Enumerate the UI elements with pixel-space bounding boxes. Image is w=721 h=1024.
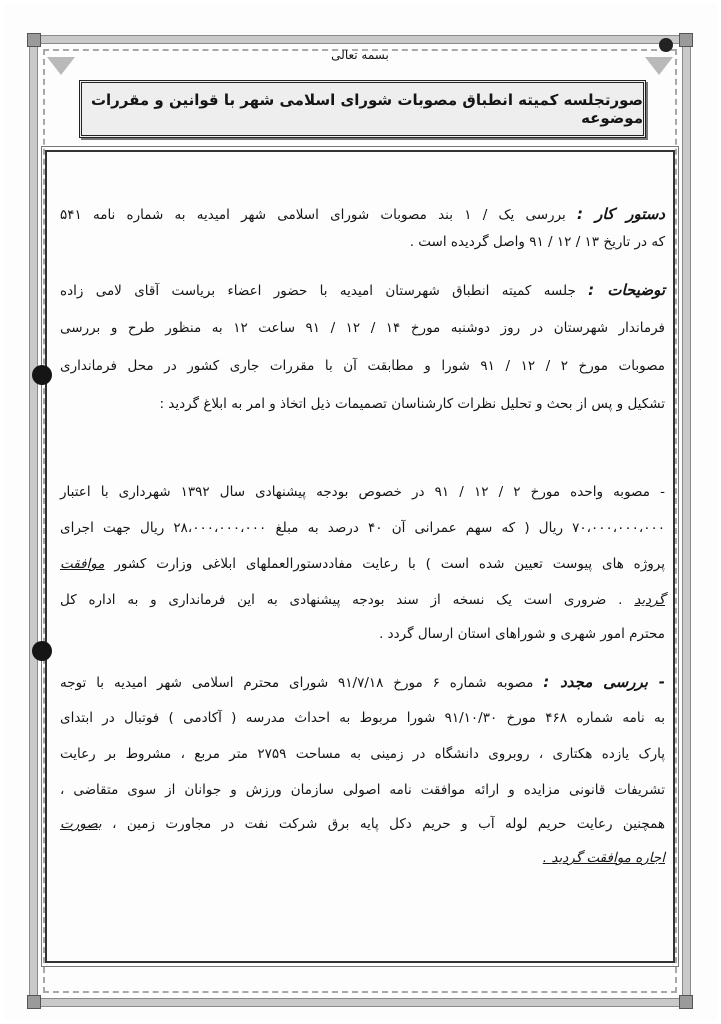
- corner-mark-icon: [659, 38, 673, 52]
- item2-underlined: بصورت: [60, 816, 102, 832]
- explanation-line: تشکیل و پس از بحث و تحلیل نظرات کارشناسان تصمیمات ذیل اتخاذ و امر به ابلاغ گردید :: [159, 396, 665, 412]
- item2-label: - بررسی مجدد :: [543, 673, 665, 691]
- item1-text: . ضروری است یک نسخه از سند بودجه پیشنهادی به این فرمانداری و به اداره کل: [60, 592, 623, 608]
- explanation-text: جلسه کمیته انطباق شهرستان امیدیه با حضور اعضاء بریاست آقای لامی زاده: [60, 283, 576, 299]
- explanation-line: [60, 280, 665, 301]
- item2-line: تشریفات قانونی مزایده و ارائه موافقت نامه اصولی سازمان ورزش و جوانان از سوی متقاضی ،: [60, 782, 665, 798]
- item2-text: همچنین رعایت حریم لوله آب و حریم دکل پایه برق شرکت نفت در مجاورت زمین ،: [112, 816, 665, 832]
- punch-hole: [32, 641, 52, 661]
- explanation-line: مصوبات مورخ ۲ / ۱۲ / ۹۱ شورا و مطابقت آن با مقررات جاری کشور در محل فرمانداری: [60, 358, 666, 374]
- item2-underlined: اجاره موافقت گردید .: [542, 850, 665, 866]
- item1-underlined: موافقت: [60, 556, 105, 572]
- item1-underlined: گردید: [634, 592, 665, 608]
- item2-line: [60, 848, 665, 868]
- corner-ornament: [679, 995, 693, 1009]
- punch-hole: [32, 365, 52, 385]
- item1-line: [60, 554, 665, 574]
- item2-line: به نامه شماره ۴۶۸ مورخ ۹۱/۱۰/۳۰ شورا مربوط به احداث مدرسه ( آکادمی ) فوتبال در ابتدای: [60, 710, 666, 726]
- item1-line: - مصوبه واحده مورخ ۲ / ۱۲ / ۹۱ در خصوص بودجه پیشنهادی سال ۱۳۹۲ شهرداری با اعتبار: [60, 484, 665, 500]
- corner-ornament: [27, 995, 41, 1009]
- item2-line: [60, 814, 665, 834]
- corner-ornament: [27, 33, 41, 47]
- item2-text: مصوبه شماره ۶ مورخ ۹۱/۷/۱۸ شورای محترم اسلامی شهر امیدیه با توجه: [60, 675, 534, 691]
- item1-line: محترم امور شهری و شوراهای استان ارسال گردد .: [379, 626, 665, 642]
- explanation-line: فرماندار شهرستان در روز دوشنبه مورخ ۱۴ / ۱۲ / ۹۱ ساعت ۱۲ به منظور طرح و بررسی: [60, 320, 665, 336]
- agenda-line: [60, 204, 665, 225]
- document-header: بسمه تعالی: [331, 48, 389, 62]
- agenda-line: که در تاریخ ۱۳ / ۱۲ / ۹۱ واصل گردیده است .: [409, 234, 665, 250]
- agenda-label: دستور کار :: [577, 205, 665, 223]
- item2-line: پارک یازده هکتاری ، روبروی دانشگاه در زمینی به مساحت ۲۷۵۹ متر مربع ، مشروط بر رعایت: [60, 746, 665, 762]
- item2-line: [60, 672, 665, 693]
- explanations-label: توضیحات :: [588, 281, 665, 299]
- item1-line: ۷۰،۰۰۰،۰۰۰،۰۰۰ ریال ( که سهم عمرانی آن ۴۰ درصد به مبلغ ۲۸،۰۰۰،۰۰۰،۰۰۰ ریال جهت اجرای: [60, 520, 665, 536]
- document-title: صورتجلسه کمیته انطباق مصوبات شورای اسلامی شهر با قوانین و مقررات موضوعه: [79, 80, 646, 138]
- item1-text: پروژه های پیوست تعیین شده است ) با رعایت مفاددستورالعملهای ابلاغی وزارت کشور: [114, 556, 666, 572]
- item1-line: [60, 590, 665, 610]
- agenda-text: بررسی یک / ۱ بند مصوبات شورای اسلامی شهر امیدیه به شماره نامه ۵۴۱: [60, 207, 566, 223]
- corner-ornament: [679, 33, 693, 47]
